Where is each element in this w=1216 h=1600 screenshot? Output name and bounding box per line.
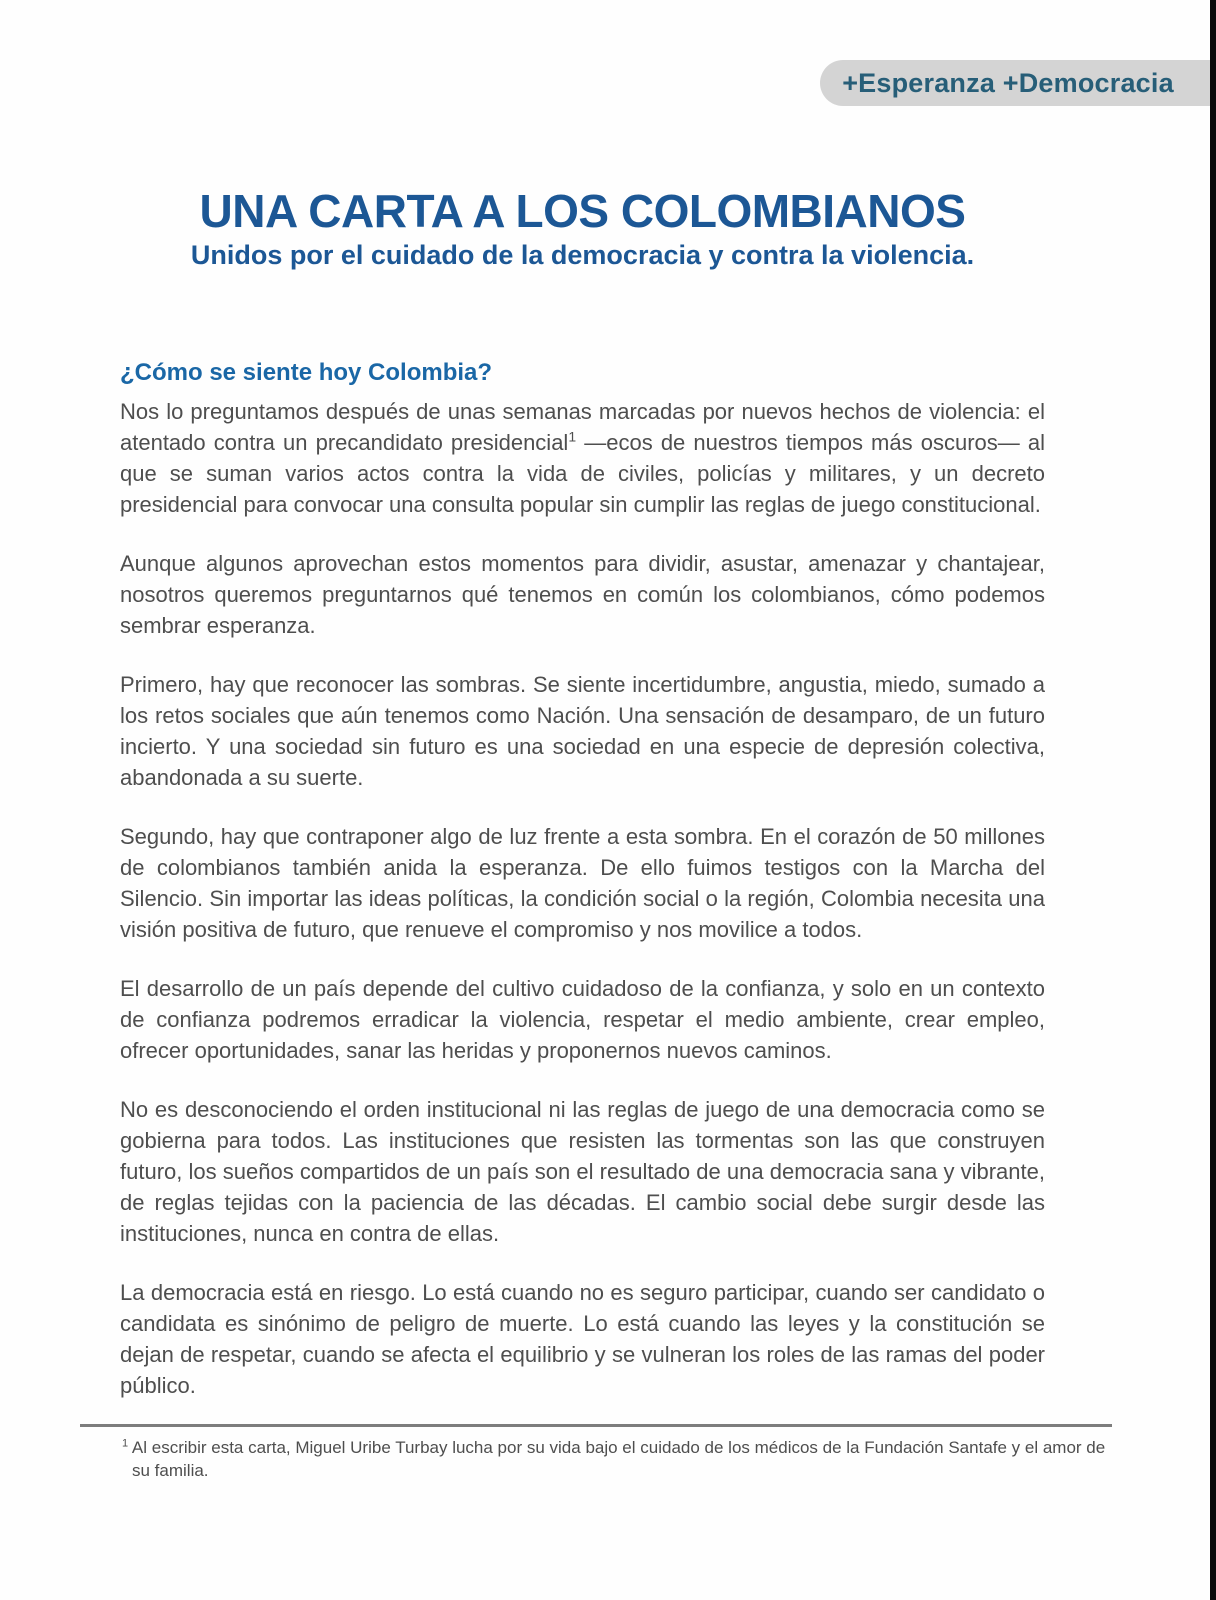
- footnote-divider: [80, 1424, 1112, 1427]
- letter-header: [120, 0, 1045, 271]
- paragraph-segundo: Segundo, hay que contraponer algo de luz frente a esta sombra. En el corazón de 50 millones de colombianos también anida la esperanza. De ello fuimos testigos con la Marcha del Silencio. Sin importar las ideas políticas, la condición social o la región, Colombia necesita una visión positiva de futuro, que renueve el compromiso y nos movilice a todos.: [120, 823, 1045, 942]
- footnote: [122, 1436, 1112, 1482]
- paragraph-intro-pre: Nos lo preguntamos después de unas semanas marcadas por nuevos hechos de violencia: el atentado contra un precandidato presidencial: [120, 398, 1045, 455]
- letter-subtitle: Unidos por el cuidado de la democracia y contra la violencia.: [190, 239, 975, 270]
- paragraph-democracia-riesgo: La democracia está en riesgo. Lo está cuando no es seguro participar, cuando ser candidato o candidata es sinónimo de peligro de muerte. Lo está cuando las leyes y la constitución se dejan de respetar, cuando se afecta el equilibrio y se vulneran los roles de las ramas del poder público.: [120, 1279, 1045, 1398]
- slogan-badge-label: +Esperanza +Democracia: [842, 67, 1174, 98]
- paragraph-intro: [120, 396, 1045, 520]
- letter-title: UNA CARTA A LOS COLOMBIANOS: [199, 185, 966, 237]
- paragraph-aunque: Aunque algunos aprovechan estos momentos para dividir, asustar, amenazar y chantajear, nosotros queremos preguntarnos qué tenemos en común los colombianos, cómo podemos sembrar esperanza.: [120, 550, 1045, 638]
- footnote-reference-mark: 1: [568, 428, 577, 445]
- footnote-marker: 1: [122, 1437, 129, 1450]
- section-heading: ¿Cómo se siente hoy Colombia?: [120, 358, 493, 386]
- paragraph-primero: Primero, hay que reconocer las sombras. Se siente incertidumbre, angustia, miedo, sumado a los retos sociales que aún tenemos como Nación. Una sensación de desamparo, de un futuro incierto. Y una sociedad sin futuro es una sociedad en una especie de depresión colectiva, abandonada a su suerte.: [120, 671, 1045, 790]
- letter-body: [120, 396, 1045, 1401]
- paragraph-intro-post: —ecos de nuestros tiempos más oscuros— al que se suman varios actos contra la vida de civiles, policías y militares, y un decreto presidencial para convocar una consulta popular sin cumplir las reglas de juego constitucional.: [120, 429, 1046, 517]
- scan-edge-stripe: [1210, 0, 1216, 1600]
- paragraph-desarrollo: El desarrollo de un país depende del cultivo cuidadoso de la confianza, y solo en un contexto de confianza podremos erradicar la violencia, respetar el medio ambiente, crear empleo, ofrecer oportunidades, sanar las heridas y proponernos nuevos caminos.: [120, 975, 1045, 1063]
- paragraph-instituciones: No es desconociendo el orden institucional ni las reglas de juego de una democracia como se gobierna para todos. Las instituciones que resisten las tormentas son las que construyen futuro, los sueños compartidos de un país son el resultado de una democracia sana y vibrante, de reglas tejidas con la paciencia de las décadas. El cambio social debe surgir desde las instituciones, nunca en contra de ellas.: [120, 1096, 1045, 1246]
- letter-content: [120, 0, 1045, 1401]
- footnote-label: Al escribir esta carta, Miguel Uribe Turbay lucha por su vida bajo el cuidado de los médicos de la Fundación Santafe y el amor de su familia.: [128, 1438, 1106, 1480]
- footnote-block: [80, 1424, 1112, 1482]
